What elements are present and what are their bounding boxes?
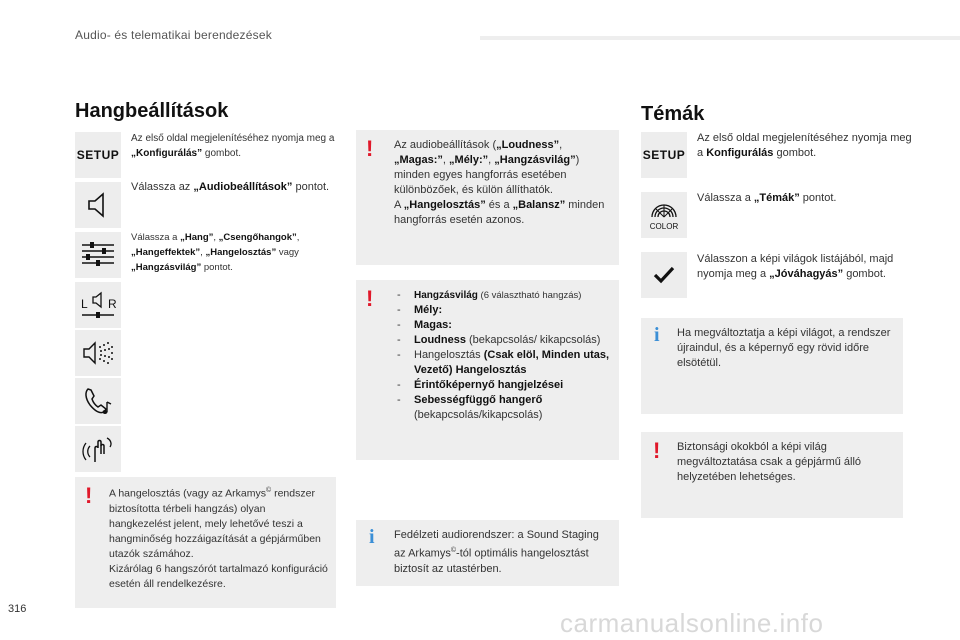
equalizer-sliders-icon	[75, 232, 121, 278]
note-box-sound-distribution	[75, 477, 336, 608]
list-item: - Érintőképernyő hangjelzései	[394, 378, 616, 393]
touch-sound-icon	[75, 426, 121, 472]
warning-box-safety	[641, 432, 903, 518]
info-icon: i	[654, 324, 660, 346]
page-number: 316	[8, 603, 27, 615]
warning-icon: !	[366, 136, 374, 161]
safety-text: Biztonsági okokból a képi világ megváltoztatása csak a gépjármű álló helyzetében lehetséges.	[677, 441, 862, 483]
list-item: - Hangelosztás (Csak elöl, Minden utas, Vezető) Hangelosztás	[394, 348, 616, 378]
themes-setup-text: Az első oldal megjelenítéséhez nyomja meg a Konfigurálás gombot.	[697, 132, 912, 159]
section-heading-themes: Témák	[641, 103, 705, 125]
checkmark-icon	[641, 252, 687, 298]
ringtone-icon	[75, 378, 121, 424]
section-heading-sound: Hangbeállítások	[75, 100, 229, 122]
warning-icon: !	[85, 483, 93, 508]
note-box-audio-settings	[356, 130, 619, 265]
list-item: - Magas:	[394, 318, 616, 333]
balance-left-label: L	[81, 297, 88, 311]
balance-right-label: R	[108, 297, 117, 311]
balance-lr-icon	[75, 282, 121, 328]
step-select-text: Válassza a „Hang”, „Csengőhangok”, „Hangeffektek”, „Hangelosztás” vagy „Hangzásvilág” pontot.	[131, 232, 300, 273]
settings-list	[394, 288, 616, 423]
color-theme-label: COLOR	[649, 222, 679, 231]
note-box-settings-list	[356, 280, 619, 460]
list-item: - Hangzásvilág (6 választható hangzás)	[394, 288, 616, 303]
arkamys-text: Fedélzeti audiorendszer: a Sound Staging az Arkamys©-tól optimális hangelosztást biztosít az utastérben.	[394, 529, 599, 575]
theme-restart-text: Ha megváltoztatja a képi világot, a rendszer újraindul, és a képernyő egy rövid időre elsötétül.	[677, 327, 891, 369]
warning-icon: !	[653, 438, 661, 463]
warning-icon: !	[366, 286, 374, 311]
list-item: - Loudness (bekapcsolás/ kikapcsolás)	[394, 333, 616, 348]
list-item: - Sebességfüggő hangerő (bekapcsolás/kikapcsolás)	[394, 393, 616, 423]
themes-confirm-text: Válasszon a képi világok listájából, majd nyomja meg a „Jóváhagyás” gombot.	[697, 253, 894, 280]
surround-speaker-icon	[75, 330, 121, 376]
themes-select-text: Válassza a „Témák” pontot.	[697, 192, 837, 204]
note-text: A hangelosztás (vagy az Arkamys© rendszer biztosította térbeli hangzás) olyan hangkezelést jelent, mely lehetővé teszi a hangminőség hozzáigazítását a gépjárműben utazók számához. Kizárólag 6 hangszórót tartalmazó konfiguráció esetén áll rendelkezésre.	[109, 487, 328, 590]
info-icon: i	[369, 526, 375, 548]
info-box-theme-restart	[641, 318, 903, 414]
list-item: - Mély:	[394, 303, 616, 318]
color-theme-icon	[641, 192, 687, 238]
audio-settings-text: Az audiobeállítások („Loudness”, „Magas:”, „Mély:”, „Hangzásvilág”) minden egyes hangforrás esetében különbözőek, és külön állíthatók. A „Hangelosztás” és a „Balansz” minden hangforrás esetén azonos.	[394, 139, 605, 226]
running-header: Audio- és telematikai berendezések	[75, 28, 272, 42]
header-rule	[480, 36, 960, 40]
step-audio-text: Válassza az „Audiobeállítások” pontot.	[131, 181, 330, 193]
setup-icon: SETUP	[75, 132, 121, 178]
speaker-icon	[75, 182, 121, 228]
step-setup-text: Az első oldal megjelenítéséhez nyomja meg a „Konfigurálás” gombot.	[131, 133, 335, 159]
setup-icon: SETUP	[641, 132, 687, 178]
watermark: carmanualsonline.info	[560, 608, 824, 638]
info-box-arkamys	[356, 520, 619, 586]
